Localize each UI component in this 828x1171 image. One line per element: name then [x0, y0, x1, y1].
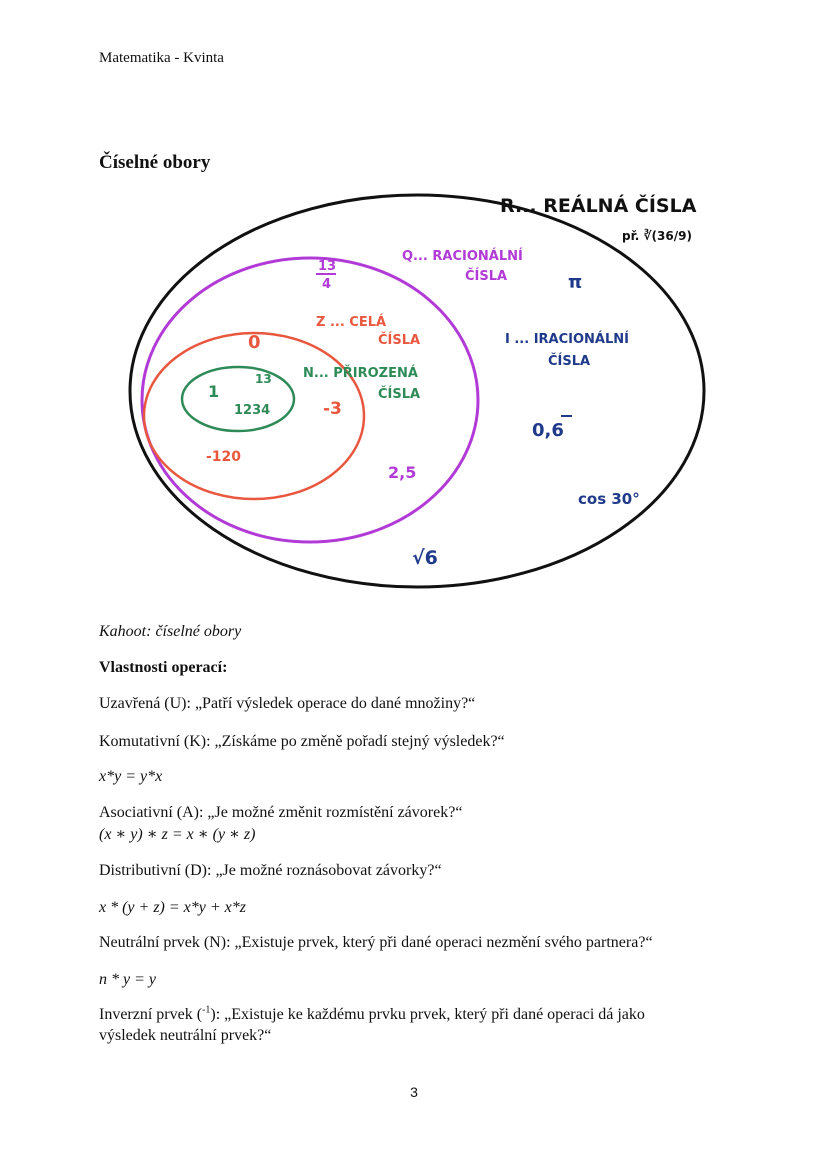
irrational-label-1: I ... IRACIONÁLNÍ	[505, 332, 629, 347]
rational-label-2: ČÍSLA	[465, 269, 508, 284]
commutative-formula: x*y = y*x	[99, 768, 163, 785]
rational-set-ellipse	[142, 258, 478, 542]
irrational-label-2: ČÍSLA	[548, 354, 591, 369]
value-minus120: -120	[206, 449, 242, 465]
inverse-prefix: Inverzní prvek (	[99, 1006, 203, 1023]
natural-label-1: N... PŘIROZENÁ	[303, 366, 418, 381]
value-cos30: cos 30°	[578, 490, 640, 508]
section-title: Číselné obory	[99, 152, 211, 173]
page-header: Matematika - Kvinta	[99, 50, 224, 66]
inverse-rest: ): „Existuje ke každému prvku prvek, který při dané operaci dá jako	[210, 1006, 645, 1023]
value-fraction-den: 4	[322, 277, 332, 292]
real-example: př. ∛(36/9)	[622, 229, 692, 243]
page-number: 3	[410, 1084, 418, 1100]
commutative-property: Komutativní (K): „Získáme po změně pořadí stejný výsledek?“	[99, 733, 505, 750]
rational-label-1: Q... RACIONÁLNÍ	[402, 249, 523, 264]
value-1234: 1234	[234, 403, 271, 418]
integer-label-1: Z ... CELÁ	[316, 315, 387, 330]
distributive-formula: x * (y + z) = x*y + x*z	[99, 899, 247, 916]
inverse-property	[99, 1004, 739, 1046]
natural-label-2: ČÍSLA	[378, 387, 421, 402]
value-fraction-num: 13	[318, 259, 337, 274]
kahoot-line: Kahoot: číselné obory	[99, 623, 242, 640]
value-sqrt6: √6	[412, 547, 438, 569]
real-label: R... REÁLNÁ ČÍSLA	[500, 195, 697, 217]
neutral-formula: n * y = y	[99, 971, 156, 988]
closed-property: Uzavřená (U): „Patří výsledek operace do dané množiny?“	[99, 695, 476, 712]
natural-set-ellipse	[182, 367, 294, 431]
integer-label-2: ČÍSLA	[378, 333, 421, 348]
properties-heading: Vlastnosti operací:	[99, 659, 228, 676]
distributive-property: Distributivní (D): „Je možné roznásobovat závorky?“	[99, 862, 442, 879]
value-thirteen: 13	[255, 372, 272, 386]
value-0-6: 0,6	[532, 420, 564, 441]
value-zero: 0	[248, 332, 261, 353]
value-one: 1	[208, 382, 220, 401]
number-sets-diagram	[120, 178, 740, 598]
associative-property: Asociativní (A): „Je možné změnit rozmístění závorek?“	[99, 804, 463, 821]
neutral-property: Neutrální prvek (N): „Existuje prvek, který při dané operaci nezmění svého partnera?“	[99, 934, 653, 951]
value-minus3: -3	[323, 399, 342, 419]
inverse-line2: výsledek neutrální prvek?“	[99, 1027, 272, 1044]
associative-formula: (x ∗ y) ∗ z = x ∗ (y ∗ z)	[99, 826, 256, 843]
value-pi: π	[568, 272, 583, 293]
inverse-superscript: -1	[202, 1004, 211, 1016]
value-2-5: 2,5	[388, 463, 417, 482]
